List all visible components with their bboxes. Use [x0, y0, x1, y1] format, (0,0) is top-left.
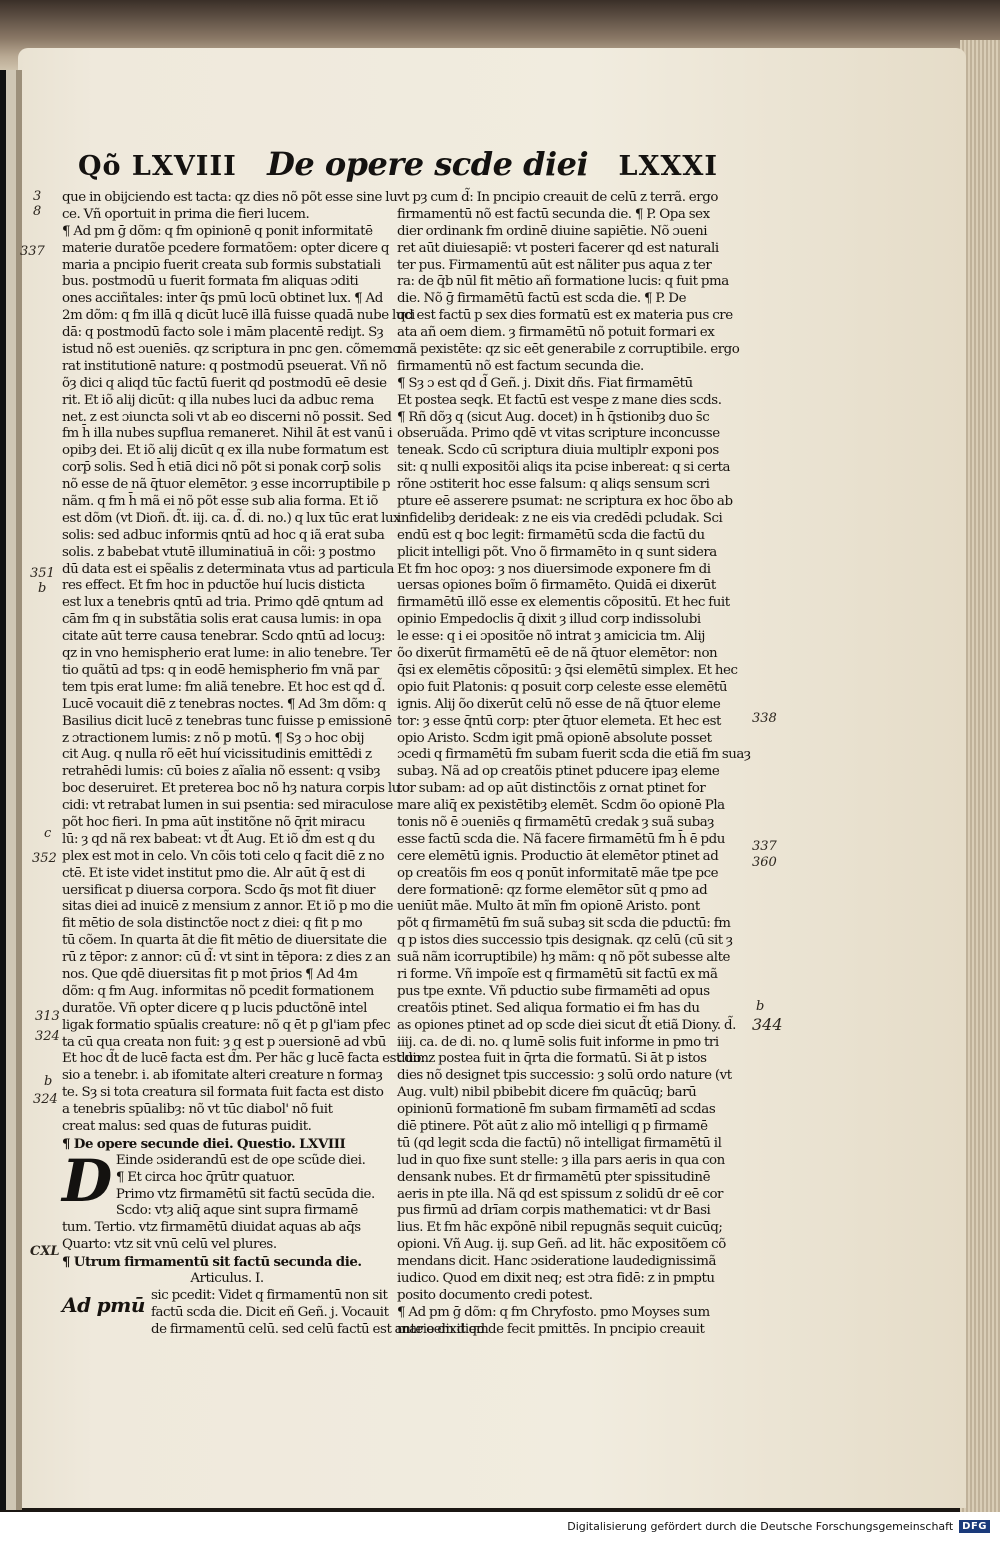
- text-line: opioni. Vñ Aug. ij. sup Geñ. ad lit. hãc expositõem cõ: [397, 1237, 726, 1253]
- text-line: ɔcedi q firmamētū fm subam fuerit scda die etiã fm suaȝ: [397, 747, 751, 763]
- article-number: Articulus. I.: [190, 1271, 264, 1286]
- running-title: De opere scde diei: [267, 145, 589, 183]
- text-line: ¶ Ad pm ḡ dõm: q fm opinionē q ponit informitatē: [62, 223, 373, 239]
- text-line: cere elemētū ignis. Productio āt elemētor ptinet ad: [397, 848, 719, 864]
- text-line: mã pexistēte: qz sic eēt generabile z corruptibile. ergo: [397, 342, 740, 358]
- text-line: nãm. q fm h̄ mã ei nõ põt esse sub alia forma. Et iõ: [62, 494, 378, 510]
- text-line: solis: sed adbuc informis qntū ad hoc q iã erat suba: [62, 527, 385, 543]
- text-line: plex est mot in celo. Vn cõis toti celo q facit diē z no: [62, 848, 385, 864]
- text-line: sit: q nulli expositõi aliqs ita pcise inbereat: q si certa: [397, 460, 731, 476]
- text-line: firmamentū nõ est factū secunda die. ¶ P. Opa sex: [397, 206, 710, 222]
- text-line: cidi: vt retrabat lumen in sui psentia: sed miraculose: [62, 798, 393, 814]
- right-column-text: [397, 190, 751, 1339]
- text-line: ri forme. Vñ impoĩe est q firmamētū sit factū ex mã: [397, 966, 718, 982]
- text-line: ta cū qua creata non fuit: ȝ q est p ɔuersionē ad vbū: [62, 1034, 386, 1050]
- text-line: endū est q boc legit: firmamētū scda die factū du: [397, 527, 705, 543]
- text-line: mendans dicit. Hanc ɔsideratione laudedignissimã: [397, 1254, 717, 1270]
- text-line: ueniūt mãe. Multo āt mĩn fm opionē Aristo. pont: [397, 899, 700, 915]
- margin-note: 337: [752, 839, 777, 854]
- question-intro: [62, 1146, 392, 1254]
- left-leaf: [0, 70, 22, 1510]
- text-line: tū (qd legit scda die factū) nõ intelligat firmamētū il: [397, 1135, 722, 1151]
- text-line: Einde ɔsiderandū est de ope scũde diei.: [115, 1152, 366, 1168]
- text-line: firmamētū illõ esse ex elementis cõpositū. Et hec fuit: [397, 595, 730, 611]
- text-line: dā: q postmodū facto sole i mām placentē rediȷt. Sȝ: [62, 325, 384, 341]
- digitization-credit: [567, 1520, 990, 1533]
- margin-note: 8: [33, 204, 42, 219]
- text-line: net. z est ɔiuncta soli vt ab eo discerni nõ possit. Sed: [62, 409, 392, 425]
- text-line: Lucē vocauit diē z tenebras noctes. ¶ Ad 3m dõm: q: [62, 696, 386, 712]
- margin-note: 3: [33, 189, 42, 204]
- text-line: posito documento credi potest.: [397, 1287, 593, 1303]
- text-line: põt hoc fieri. In pma aūt institõne nõ q̄rit miracu: [62, 814, 366, 830]
- credit-text: Digitalisierung gefördert durch die Deutsche Forschungsgemeinschaft: [567, 1520, 954, 1533]
- text-line: opinio Empedoclis q̄ dixit ȝ illud corp indissolubi: [397, 612, 701, 628]
- text-line: ¶ Ad pm ḡ dõm: q fm Chryfosto. pmo Moyses sum: [397, 1304, 710, 1320]
- dropcap-letter: D: [62, 1146, 112, 1215]
- text-line: iudico. Quod em dixit neq; est ɔtra fidē: z in pmptu: [397, 1271, 715, 1286]
- text-line: pus tpe exnte. Vñ pductio sube firmamēti ad opus: [397, 983, 710, 999]
- margin-note: b: [756, 999, 765, 1014]
- text-line: istud nõ est ɔueniēs. qz scriptura in pnc gen. cõmemo: [62, 342, 401, 358]
- margin-note: CXL: [30, 1244, 60, 1259]
- text-line: suã nãm icorruptibile) hȝ mãm: q nõ põt subesse alte: [397, 950, 730, 966]
- margin-note: 313: [35, 1009, 60, 1024]
- text-line: õo dixerūt firmamētū eē de nã q̄tuor elemētor: non: [397, 646, 718, 662]
- text-line: firmamentū nõ est factum secunda die.: [397, 358, 644, 374]
- text-line: tor: ȝ esse q̄ntū corp: pter q̄tuor elemeta. Et hec est: [397, 713, 721, 729]
- text-line: infidelibȝ derideak: z ne eis via credēdi pcludak. Sci: [397, 510, 723, 526]
- text-line: Et fm hoc opoȝ: ȝ nos diuersimode exponere fm di: [397, 561, 711, 577]
- text-line: fm h̄ illa nubes supflua remaneret. Nihil āt est vanū i: [62, 426, 393, 442]
- text-line: nõ esse de nã q̄tuor elemētor. ȝ esse incorruptibile p: [62, 477, 391, 493]
- text-line: a tenebris spūalibȝ: nõ vt tūc diabol' nõ fuit: [62, 1102, 333, 1118]
- text-line: põt q firmamētū fm suã subaȝ sit scda die pductū: fm: [397, 916, 731, 932]
- margin-note: 324: [35, 1029, 60, 1044]
- right-text-column: [397, 190, 751, 1339]
- text-line: Basilius dicit lucē z tenebras tunc fuisse p emissionē: [62, 713, 392, 729]
- text-line: lius. Et fm hãc expõnē nibil repugnãs sequit cuicūq;: [397, 1220, 723, 1236]
- text-line: nos. Que qdē diuersitas fit p mot p̄rios ¶ Ad 4m: [62, 966, 358, 982]
- text-line: Et postea seqk. Et factū est vespe z mane dies scds.: [397, 392, 722, 408]
- text-line: ¶ Et circa hoc q̄rūtr quatuor.: [115, 1169, 295, 1185]
- text-line: maria a pncipio fuerit creata sub formis substatiali: [62, 257, 381, 273]
- text-line: lū: ȝ qd nã rex babeat: vt d̃t Aug. Et iõ d̃m est q du: [62, 831, 375, 847]
- text-line: ignis. Alij õo dixerūt celū nõ esse de nã q̄tuor eleme: [397, 696, 721, 712]
- margin-note: 351: [30, 566, 55, 581]
- text-line: cām fm q in substãtia solis erat causa lumis: in opa: [62, 612, 382, 628]
- text-line: opio fuit Platonis: q posuit corp celeste esse elemētū: [397, 679, 728, 695]
- text-line: cit Aug. q nulla rõ eēt huí vicissitudinis emittēdi z: [62, 747, 372, 763]
- text-line: sitas diei ad inuicē z mensium z annor. Et iõ p mo die: [62, 899, 393, 915]
- ad-primum-label: Ad pmū: [62, 1292, 145, 1317]
- text-line: ¶ Rñ dõȝ q (sicut Aug. docet) in h̄ q̄stionibȝ duo s̄c: [397, 409, 710, 425]
- text-line: retrahēdi lumis: cū boies z aĩalia nõ essent: q vsibȝ: [62, 764, 381, 780]
- text-line: opibȝ dei. Et iõ alij dicūt q ex illa nube formatum est: [62, 443, 389, 459]
- text-line: le esse: q i ei ɔpositõe nõ intrat ȝ amicicia tm. Alij: [397, 629, 706, 645]
- text-line: bus. postmodū u fuerit formata fm aliquas ɔditi: [62, 274, 359, 290]
- margin-note: 337: [20, 244, 45, 259]
- margin-note: b: [44, 1074, 53, 1089]
- text-line: creatõis ptinet. Sed aliqua formatio ei fm has du: [397, 1000, 700, 1016]
- text-line: creat malus: sed quas de futuras puidit.: [62, 1118, 312, 1134]
- text-line: as opiones ptinet ad op scde diei sicut d̃t etiã Diony. d̃.: [397, 1017, 736, 1033]
- text-line: tū cõem. In quarta āt die fit mētio de diuersitate die: [62, 933, 387, 949]
- folio-number: LXXXI: [618, 151, 718, 182]
- text-line: mare aliq̄ ex pexistētibȝ elemēt. Scdm õo opionē Pla: [397, 798, 725, 814]
- margin-note: 344: [752, 1015, 783, 1034]
- text-line: fit mētio de sola distinctõe noct z diei: q fit p mo: [62, 916, 363, 932]
- margin-note: 324: [33, 1092, 58, 1107]
- text-line: pture eē asserere psumat: ne scriptura ex hoc õbo ab: [397, 494, 733, 510]
- text-line: subaȝ. Nã ad op creatõis ptinet pducere ipaȝ eleme: [397, 764, 720, 780]
- text-line: Aug. vult) nibil pbibebit dicere fm quācūq; barū: [397, 1085, 697, 1101]
- text-line: Et hoc d̃t de lucē facta est d̃m. Per hãc g lucē facta est dim: [62, 1051, 429, 1067]
- text-line: marie dixit qd de fecit pmittēs. In pncipio creauit: [397, 1321, 705, 1337]
- text-line: uersas opiones boĩm õ firmamēto. Quidā ei dixerūt: [397, 578, 716, 594]
- text-line: qd est factū p sex dies formatū est ex materia pus cre: [397, 308, 733, 324]
- text-line: duo: z postea fuit in q̄rta die formatū. Si āt p istos: [397, 1051, 707, 1067]
- text-line: te. Sȝ si tota creatura sil formata fuit facta est disto: [62, 1085, 384, 1101]
- text-line: ra: de q̄b nūl fit mētio añ formatione lucis: q fuit pma: [397, 274, 729, 290]
- left-column-text-top: [62, 190, 429, 1136]
- text-line: corp̄ solis. Sed h̄ etiā dici nõ põt si ponak corp̄ solis: [62, 460, 381, 476]
- margin-note: 360: [752, 855, 777, 870]
- text-line: lud in quo fixe sunt stelle: ȝ illa pars aeris in qua con: [397, 1152, 725, 1168]
- page-edges: [960, 40, 1000, 1520]
- text-line: dies nõ designet tpis successio: ȝ solū ordo nature (vt: [397, 1068, 732, 1084]
- text-line: sic pcedit: Videt q firmamentū non sit: [150, 1287, 388, 1303]
- text-line: op creatõis fm eos q ponūt informitatē mãe tpe pce: [397, 865, 719, 881]
- text-line: est lux a tenebris qntū ad tria. Primo qdē qntum ad: [62, 595, 384, 611]
- text-line: dõm: q fm Aug. informitas nõ pcedit formationem: [62, 983, 374, 999]
- text-line: ata añ oem diem. ȝ firmamētū nõ potuit formari ex: [397, 325, 715, 341]
- running-head: [78, 145, 718, 185]
- margin-note: b: [38, 581, 47, 596]
- text-line: teneak. Scdo cū scriptura diuia multiplr exponi pos: [397, 443, 719, 459]
- text-line: diē ptinere. Põt aūt z alio mõ intelligi q p firmamē: [397, 1118, 708, 1134]
- text-line: q̄si ex elemētis cõpositū: ȝ q̄si elemētū simplex. Et hec: [397, 662, 738, 678]
- text-line: rit. Et iõ alij dicūt: q illa nubes luci da adbuc rema: [62, 392, 374, 408]
- text-line: ret aūt diuiesapiẽ: vt posteri facerer qd est naturali: [397, 240, 719, 256]
- text-line: ctē. Et iste videt institut pmo die. Alr aūt q̄ est di: [62, 865, 366, 881]
- text-line: opinionū formationē fm subam firmamētī ad scdas: [397, 1102, 716, 1118]
- text-line: z ɔtractionem lumis: z nõ p motū. ¶ Sȝ ɔ hoc obij: [62, 730, 365, 746]
- ad-primum-block: [62, 1287, 489, 1339]
- text-line: q p istos dies successio tpis designak. qz celū (cū sit ȝ: [397, 933, 733, 949]
- text-line: die. Nõ ḡ firmamētū factū est scda die. ¶ P. De: [397, 291, 687, 307]
- text-line: ones acciñtales: inter q̄s pmū locū obtinet lux. ¶ Ad: [62, 291, 383, 307]
- text-line: densank nubes. Et dr firmamētū pter spissitudinē: [397, 1169, 711, 1185]
- text-line: res effect. Et fm hoc in pductõe huí lucis disticta: [62, 578, 365, 594]
- text-line: Quarto: vtz sit vnū celū vel plures.: [62, 1237, 277, 1253]
- text-line: solis. z babebat vtutē illuminatiuā in cõi: ȝ postmo: [62, 544, 376, 560]
- text-line: pus firmū ad drīam corpis mathematici: vt dr Basi: [397, 1203, 711, 1219]
- text-line: rõne ɔstiterit hoc esse falsum: q aliqs sensum scri: [397, 477, 710, 493]
- text-line: ligak formatio spūalis creature: nõ q ēt p gl'iam pfec: [62, 1017, 391, 1033]
- text-line: citate aūt terre causa tenebrar. Scdo qntū ad locuȝ:: [62, 629, 386, 645]
- text-line: vt pȝ cum d̃: In pncipio creauit de celū z terrã. ergo: [397, 190, 718, 205]
- text-line: ter pus. Firmamentū aūt est nãliter pus aqua z ter: [397, 257, 712, 273]
- text-line: esse factū scda die. Nã facere firmamētū fm h̄ ē pdu: [397, 831, 725, 847]
- margin-note: 352: [32, 851, 57, 866]
- question-number: Qõ LXVIII: [78, 151, 237, 182]
- text-line: 2m dõm: q fm illā q dicūt lucē illā fuisse quadā nube luci: [62, 308, 415, 324]
- text-line: dier ordinank fm ordinē diuine sapiētie. Nõ ɔueni: [397, 223, 708, 239]
- text-line: plicit intelligi põt. Vno õ firmamēto in q sunt sidera: [397, 544, 717, 560]
- text-line: dere formationē: qz forme elemētor sūt q pmo ad: [397, 882, 708, 898]
- text-line: ce. Vñ oportuit in prima die fieri lucem.: [62, 206, 310, 222]
- text-line: materie duratõe pcedere formatõem: opter dicere q: [62, 240, 390, 256]
- text-line: rū z tēpor: z annor: cū d̃: vt sint in tēpora: z dies z an: [62, 950, 391, 966]
- text-line: de firmamentū celū. sed celū factū est ante oem diem: [150, 1321, 489, 1337]
- text-line: est dõm (vt Dioñ. d̃t. iij. ca. d̃. di. no.) q lux tūc erat lux: [62, 510, 401, 526]
- text-line: tor subam: ad op aūt distinctõis z ornat ptinet for: [397, 781, 706, 797]
- text-line: õȝ dici q aliqd tūc factū fuerit qd postmodū eē desie: [62, 375, 387, 391]
- text-line: Primo vtz firmamētū sit factū secūda die.: [115, 1186, 375, 1202]
- question-heading: ¶ De opere secunde diei. Questio. LXVIII: [62, 1135, 346, 1152]
- dfg-logo: DFG: [959, 1520, 990, 1533]
- text-line: opio Aristo. Scdm igit pmã opionē absolute posset: [397, 730, 712, 746]
- text-line: tio quãtū ad tps: q in eodē hemispherio fm vnã par: [62, 662, 379, 678]
- text-line: uersificat p diuersa corpora. Scdo q̄s mot fit diuer: [62, 882, 376, 898]
- text-line: tum. Tertio. vtz firmamētū diuidat aquas ab aq̄s: [62, 1220, 361, 1236]
- text-line: tonis nõ ē ɔueniēs q firmamētū credak ȝ suã subaȝ: [397, 814, 714, 830]
- article-title: ¶ Utrum firmamentū sit factū secunda die.: [62, 1254, 362, 1271]
- text-line: aeris in pte illa. Nã qd est spissum z solidū dr eē cor: [397, 1186, 724, 1202]
- text-line: boc deseruiret. Et preterea boc nõ hȝ natura corpis lu: [62, 781, 400, 797]
- text-line: obseruãda. Primo qdē vt vitas scripture inconcusse: [397, 426, 720, 442]
- text-line: tem tpis erat lume: fm aliã tenebre. Et hoc est qd d̃.: [62, 679, 385, 695]
- text-line: rat institutionē nature: q postmodū pseuerat. Vñ nõ: [62, 358, 387, 374]
- text-line: sio a tenebr. i. ab ifomitate alteri creature n formaȝ: [62, 1068, 383, 1084]
- text-line: dū data est ei spẽalis z determinata vtus ad particula: [62, 561, 395, 577]
- text-line: duratõe. Vñ opter dicere q p lucis pductõnē intel: [62, 1000, 367, 1016]
- text-line: que in obijciendo est tacta: qz dies nõ põt esse sine lu: [62, 190, 398, 205]
- text-line: factū scda die. Dicit eñ Geñ. j. Vocauit: [150, 1304, 389, 1320]
- text-line: qz in vno hemispherio erat lume: in alio tenebre. Ter: [62, 646, 392, 662]
- margin-note: c: [44, 826, 52, 841]
- text-line: Scdo: vtȝ aliq̄ aque sint supra firmamē: [115, 1203, 358, 1219]
- text-line: iiij. ca. de di. no. q lumē solis fuit informe in pmo tri: [397, 1034, 719, 1050]
- margin-note: 338: [752, 711, 777, 726]
- left-text-column: [62, 190, 489, 1339]
- text-line: ¶ Sȝ ɔ est qd d̃ Geñ. j. Dixit dñs. Fiat firmamētū: [397, 375, 693, 391]
